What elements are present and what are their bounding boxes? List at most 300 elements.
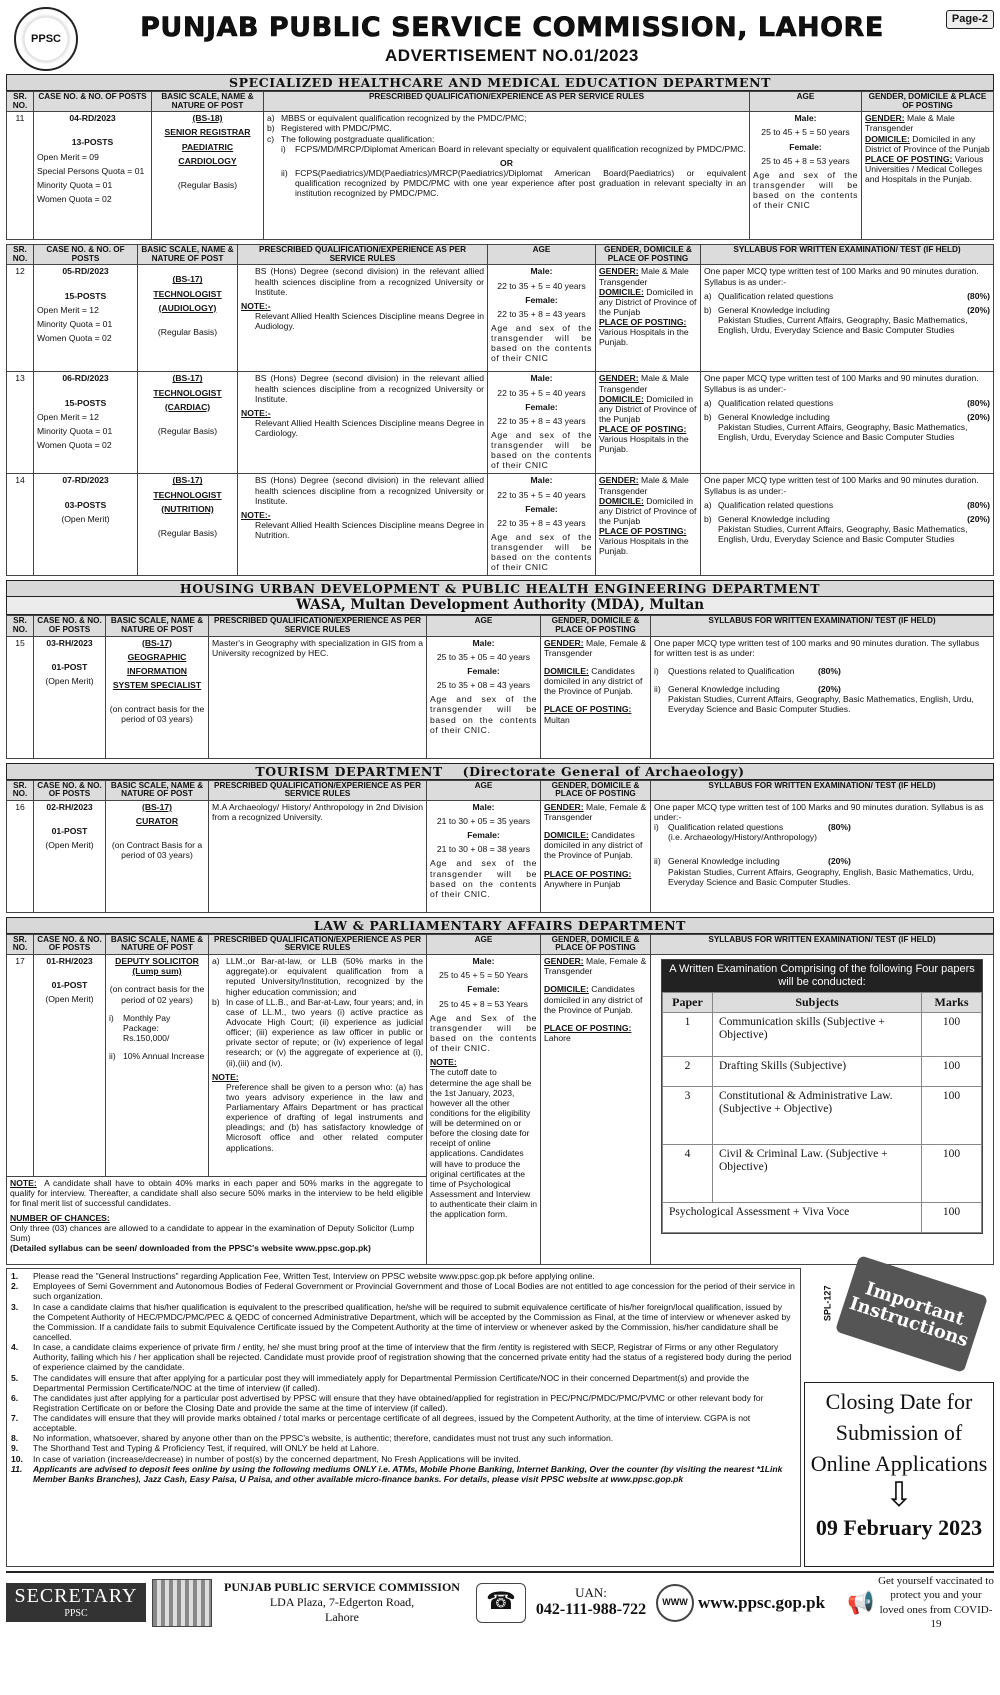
col-scale: BASIC SCALE, NAME & NATURE OF POST — [106, 616, 209, 636]
quota-line: Women Quota = 02 — [37, 333, 112, 343]
dept-tourism-banner — [6, 763, 994, 780]
note-label: NOTE:- — [241, 509, 271, 520]
post-15-table — [6, 615, 994, 758]
qual-text: BS (Hons) Degree (second division) in the relevant allied health sciences discipline from a recognized University or Institute. — [255, 373, 484, 404]
address-city: Lahore — [325, 1610, 359, 1625]
quota-line: Open Merit = 12 — [37, 411, 99, 422]
uan-block — [526, 1585, 656, 1619]
col-scale: BASIC SCALE, NAME & NATURE OF POST — [138, 245, 238, 265]
post-nature: (Regular Basis) — [177, 179, 238, 190]
female-age: 25 to 35 + 08 = 43 years — [436, 680, 531, 691]
instructions-side — [804, 1268, 994, 1567]
post-name: TECHNOLOGIST — [153, 489, 222, 500]
col-scale: BASIC SCALE, NAME & NATURE OF POST — [106, 934, 209, 954]
qual-cell — [238, 372, 488, 474]
dept-law-banner: LAW & PARLIAMENTARY AFFAIRS DEPARTMENT — [6, 917, 994, 934]
case-cell — [34, 955, 106, 1177]
note-text: Relevant Allied Health Sciences Discipline means Degree in Nutrition. — [255, 520, 484, 541]
basic-scale: (BS-17) — [172, 475, 203, 486]
instructions-section — [6, 1268, 994, 1567]
post-nature: (on Contract Basis for a period of 03 years) — [111, 840, 203, 861]
papers-table — [662, 992, 982, 1233]
post-16-table — [6, 780, 994, 913]
gender-value: Male & Male Transgender — [599, 266, 689, 287]
closing-date: 09 February 2023 — [815, 1515, 983, 1541]
qual-cell — [238, 474, 488, 576]
age-cell — [750, 112, 862, 240]
case-cell — [34, 636, 106, 758]
sr-cell: 16 — [7, 800, 34, 912]
female-label: Female: — [525, 503, 558, 514]
col-age: AGE — [488, 245, 596, 265]
col-scale: BASIC SCALE, NAME & NATURE OF POST — [152, 92, 264, 112]
quota-line: Open Merit = 09 — [37, 151, 99, 162]
qual-b: In case of LL.B., and Bar-at-Law, four years; and, in case of LL.M., two years (i) active practice as Advocate High Court; (ii) experience as judicial officer; (iii) experience as law officer in public or private sector of repute; or (iv) experience of legal research; or (v) the aggregate of experience at (i),(ii),(iii) and (iv). — [226, 996, 423, 1068]
gk-subjects: Pakistan Studies, Current Affairs, Geography, Basic Mathematics, English, Urdu, Everyday Science and Basic Computer Studies — [718, 524, 968, 545]
papers-header: Marks — [922, 993, 982, 1013]
case-no: 02-RH/2023 — [46, 801, 93, 812]
case-no: 07-RD/2023 — [62, 475, 109, 486]
post-name: (AUDIOLOGY) — [158, 302, 217, 313]
important-instructions-tag — [804, 1268, 994, 1378]
gender-value: Male & Male Transgender — [865, 113, 955, 134]
instruction-item: 9. The Shorthand Test and Typing & Proficiency Test, if required, will ONLY be held at Lahore. — [11, 1443, 380, 1454]
open-merit: (Open Merit) — [45, 994, 94, 1005]
website-link[interactable]: www.ppsc.gop.pk — [698, 1592, 826, 1612]
transgender-age-note: Age and sex of the transgender will be based on the contents of their CNIC — [753, 169, 858, 211]
papers-header: Subjects — [713, 993, 922, 1013]
syllabus-cell: One paper MCQ type written test of 100 Marks and 90 minutes duration. Syllabus is as under:- a) Qualification related questions (80%) b) General Knowledge including (20%) Pakistan Studies, Current Affairs, Geography, Basic Mathematics, English, Urdu, Everyday Science and Basic Computer Studies — [701, 474, 994, 576]
qual-a: LLM.,or Bar-at-law, or LLB (50% marks in the aggregate).or equivalent qualification from a reputed University/Institution, recognized by the higher education commission; and — [226, 956, 423, 997]
male-age: 22 to 35 + 5 = 40 years — [497, 387, 586, 398]
age-cell — [488, 372, 596, 474]
qual-cell: a) LLM.,or Bar-at-law, or LLB (50% marks in the aggregate).or equivalent qualification from a reputed University/Institution, recognized by the higher education commission; and b) In case of LL.B., and Bar-at-Law, four years; and, in case of LL.M., two years (i) active practice as Advocate High Court; (ii) experience as judicial officer; (iii) experience as law officer in public or private sector of repute; or (iv) experience of legal research; or (v) the aggregate of experience at (i),(ii),(iii) and (iv). NOTE: Preference shall be given to a person who: (a) has two years advisory experience in the law and Parliamentary Affairs Department or has practical experience of drafting of legal instruments and pleadings; and (b) has satisfactory knowledge of Microsoft office and other related computer applications. — [209, 955, 427, 1177]
gender-value: Male, Female & Transgender — [544, 801, 647, 823]
posts-count: 01-POST — [51, 661, 88, 672]
instruction-item: 11. Applicants are advised to deposit fees online by using the following mediums ONLY i.e. ATMs, Mobile Phone Banking, Internet Banking, Over the counter (by visiting the nearest *1Link Member Banks Branches), Jazz Cash, Easy Paisa, U Paisa, and other available micro-finance banks. For details, please visit PPSC website at www.ppsc.gop.pk — [11, 1463, 783, 1484]
age-cutoff-note: The cutoff date to determine the age shall be the 1st January, 2023, however all the other conditions for the eligibility will be determined on or before the closing date for receipt of online applications. Candidates will have to produce the original certificates at the time of Psychological Assessment and Interview to authenticate their claim in the application form. — [430, 1067, 538, 1220]
post-name: SYSTEM SPECIALIST — [112, 680, 202, 691]
uan-number: 042-111-988-722 — [535, 1600, 647, 1618]
note-label: NOTE: — [10, 1178, 37, 1189]
gender-cell — [596, 372, 701, 474]
gender-label: GENDER: — [544, 801, 584, 812]
instruction-item: 4. In case, a candidate claims experience of private firm / entity, he/ she must bring proof at the time of interview that the firm /entity is registered with SECP, Registrar of Firms or any other Regulatory Authority, failing which his / her application shall be rejected. Candidate must provide proof of registration showing that the concerned private entity had the status of a registered body during the period of experience claimed by the candidate. — [11, 1342, 792, 1373]
quota-line: Minority Quota = 01 — [37, 425, 113, 436]
female-label: Female: — [467, 830, 500, 841]
sr-cell: 11 — [7, 112, 34, 240]
syllabus-item: Qualification related questions — [718, 397, 834, 408]
instruction-item: 5. The candidates will ensure that after applying for a particular post they will immediately apply for Departmental Permission Certificate/NOC in their concerned Department(s) and provide the Departmental Permission Certificate/NOC at the time of interview (if called). — [11, 1372, 750, 1393]
commission-title: PUNJAB PUBLIC SERVICE COMMISSION, LAHORE — [140, 12, 884, 44]
org-name: PUNJAB PUBLIC SERVICE COMMISSION — [224, 1580, 460, 1595]
instruction-item: 2. Employees of Semi Government and Autonomous Bodies of Federal Government or Provincial Government and those of Local Bodies are not entitled to age concession for the period of their service in such organization. — [11, 1281, 795, 1302]
syllabus-item-detail: (i.e. Archaeology/History/Anthropology) — [668, 832, 818, 843]
paper-row — [663, 1202, 982, 1232]
sr-cell: 13 — [7, 372, 34, 474]
col-syllabus: SYLLABUS FOR WRITTEN EXAMINATION/ TEST (IF HELD) — [651, 616, 994, 636]
note-label: NOTE:- — [241, 407, 271, 418]
posting-value: Anywhere in Punjab — [544, 878, 621, 889]
post-nature: (Regular Basis) — [157, 326, 218, 337]
gender-value: Male & Male Transgender — [599, 373, 689, 394]
posting-value: Multan — [544, 714, 570, 725]
logo-text: PPSC — [31, 32, 61, 45]
male-label: Male: — [530, 475, 553, 486]
page-header — [6, 4, 994, 74]
gender-cell — [541, 800, 651, 912]
syllabus-weight: (20%) — [828, 856, 851, 867]
gender-label: GENDER: — [544, 637, 584, 648]
case-no: 05-RD/2023 — [62, 266, 109, 277]
posts-count: 01-POST — [51, 826, 88, 837]
gk-subjects: Pakistan Studies, Current Affairs, Geography, Basic Mathematics, English, Urdu, Everyday Science and Basic Computer Studies. — [668, 694, 974, 715]
tag-label: Important Instructions — [835, 1255, 988, 1373]
posts-12-14-table — [6, 244, 994, 576]
domicile-value: Candidates domiciled in any district of the Province of Punjab. — [544, 830, 643, 861]
domicile-label: DOMICILE: — [544, 830, 589, 841]
male-age: 22 to 35 + 5 = 40 years — [497, 489, 586, 500]
post-name: (Lump sum) — [132, 966, 182, 977]
male-age: 25 to 45 + 5 = 50 Years — [439, 970, 528, 981]
syllabus-weight: (80%) — [967, 397, 990, 408]
age-cell — [427, 800, 541, 912]
domicile-label: DOMICILE: — [544, 665, 589, 676]
post-11-table — [6, 91, 994, 240]
post-name: TECHNOLOGIST — [153, 387, 222, 398]
transgender-age-note: Age and sex of the transgender will be based on the contents of their CNIC — [491, 323, 592, 364]
scale-cell — [138, 372, 238, 474]
dept-tourism-subtitle: (Directorate General of Archaeology) — [462, 763, 745, 779]
paper-marks: 100 — [922, 1086, 982, 1144]
note-text: Relevant Allied Health Sciences Discipline means Degree in Cardiology. — [255, 418, 484, 439]
female-age: 21 to 30 + 08 = 38 years — [436, 844, 531, 855]
female-label: Female: — [525, 401, 558, 412]
instruction-item: 8. No information, whatsoever, shared by anyone other than on the PPSC's website, is authentic; therefore, candidates must not trust any such information. — [11, 1433, 614, 1444]
female-age: 22 to 35 + 8 = 43 years — [497, 308, 586, 319]
qual-cell — [238, 265, 488, 372]
transgender-age-note: Age and sex of the transgender will be based on the contents of their CNIC. — [430, 694, 537, 735]
gender-label: GENDER: — [865, 113, 905, 124]
paper-marks: 100 — [922, 1056, 982, 1086]
paper-subject: Civil & Criminal Law. (Subjective + Objective) — [713, 1144, 922, 1202]
secretary-org: PPSC — [64, 1608, 88, 1620]
male-label: Male: — [472, 956, 495, 967]
quota-line: Open Merit = 12 — [37, 304, 99, 315]
syllabus-item: Qualification related questions — [718, 499, 834, 510]
syllabus-intro: One paper MCQ type written test of 100 Marks and 90 minutes duration. Syllabus is as under:- — [704, 373, 979, 394]
gk-subjects: Pakistan Studies, Current Affairs, Geography, Basic Mathematics, English, Urdu, Everyday Science and Basic Computer Studies — [718, 315, 968, 336]
syllabus-weight: (20%) — [967, 513, 990, 524]
instruction-item: 3. In case a candidate claims that his/her qualification is equivalent to the prescribed qualification, he/she will be required to submit equivalence certificate of his/her foreign/local qualification, issued by the Competent Authority of HEC/PMDC/PMC/PEC & QEDC of concerned Administrative Department, which will be accepted by the Commission as Final, at the time of interview or whenever asked by the Commission. If a candidate fails to submit Equivalence Certificate issued by the Competent Authority at the time of interview or whenever asked by the Commission, his/her candidature shall be cancelled. — [11, 1301, 791, 1342]
marks-note: A candidate shall have to obtain 40% marks in each paper and 50% marks in the aggregate to qualify for interview. Thereafter, a candidate shall also secure 50% marks in the interview to be held eligible for final merit list of successful candidates. — [10, 1178, 423, 1209]
male-age: 22 to 35 + 5 = 40 years — [497, 280, 586, 291]
instruction-item: 1. Please read the "General Instructions" regarding Application Fee, Written Test, Interview on PPSC website www.ppsc.gop.pk before applying online. — [11, 1271, 595, 1282]
case-no: 04-RD/2023 — [69, 113, 116, 124]
post-13-row — [7, 372, 994, 474]
sr-cell: 12 — [7, 265, 34, 372]
syllabus-item: General Knowledge including — [718, 513, 830, 524]
qual-text: BS (Hons) Degree (second division) in the relevant allied health sciences discipline from a recognized University or Institute. — [255, 266, 484, 297]
col-age: AGE — [427, 934, 541, 954]
female-label: Female: — [467, 665, 500, 676]
col-sr: SR. NO. — [7, 934, 34, 954]
qual-ii: FCPS(Paediatrics)/MD(Paediatrics)/MRCP(Paediatrics)/Diplomat American Board(Paediatrics) or equivalent qualification recognized by PMDC/PMC with one year experience after post graduation in relevant specialty in an institution recognized by PMDC/PMC. — [295, 167, 746, 199]
note-label: NOTE: — [212, 1071, 239, 1082]
transgender-age-note: Age and sex of the transgender will be based on the contents of their CNIC — [491, 430, 592, 471]
post-12-row — [7, 265, 994, 372]
paper-subject: Psychological Assessment + Viva Voce — [663, 1202, 922, 1232]
basic-scale: (BS-17) — [141, 637, 173, 648]
female-age: 22 to 35 + 8 = 43 years — [497, 517, 586, 528]
case-no: 03-RH/2023 — [46, 637, 93, 648]
transgender-age-note: Age and sex of the transgender will be based on the contents of their CNIC — [491, 532, 592, 573]
closing-date-label: Closing Date for Submission of Online Applications — [810, 1389, 988, 1476]
syllabus-intro: One paper MCQ type written test of 100 marks and 90 minutes duration. The syllabus for written test is as under: — [654, 637, 980, 658]
syllabus-weight: (80%) — [967, 290, 990, 301]
basic-scale: (BS-17) — [141, 801, 173, 812]
building-icon — [152, 1579, 212, 1627]
qual-cell: a) MBBS or equivalent qualification recognized by the PMDC/PMC; b) Registered with PMDC/PMC. c) The following postgraduate qualification: i) FCPS/MD/MRCP/Diplomat American Board in relevant specialty or equivalent qualification recognized by PMDC/PMC. OR ii) FCPS(Paediatrics)/MD(Paediatrics)/MRCP(Paediatrics)/Diplomat American Board(Paediatrics) or equivalent qualification recognized by PMDC/PMC with one year experience after post graduation in relevant specialty in an institution recognized by PMDC/PMC. — [264, 112, 750, 240]
detailed-syllabus-note: (Detailed syllabus can be seen/ downloaded from the PPSC's website www.ppsc.gop.pk) — [10, 1242, 371, 1253]
female-age: 25 to 45 + 8 = 53 years — [761, 155, 850, 166]
syllabus-weight: (80%) — [818, 665, 841, 676]
basic-scale: (BS-17) — [172, 274, 203, 285]
paper-subject: Drafting Skills (Subjective) — [713, 1056, 922, 1086]
quota-line: Special Persons Quota = 01 — [37, 165, 145, 176]
open-merit: (Open Merit) — [45, 840, 94, 851]
gender-cell — [541, 636, 651, 758]
paper-no: 4 — [663, 1144, 713, 1202]
posting-value: Various Hospitals in the Punjab. — [599, 536, 689, 557]
note-text: Preference shall be given to a person who: (a) has two years advisory experience in the law and Parliamentary Affairs Department or has practical experience of drafting of legal instruments and pleadings; and (b) has satisfactory knowledge of Microsoft office and other related computer applications. — [226, 1081, 423, 1153]
gk-subjects: Pakistan Studies, Current Affairs, Geography, Basic Mathematics, English, Urdu, Everyday Science and Basic Computer Studies — [718, 422, 968, 443]
syllabus-weight: (80%) — [828, 822, 851, 833]
age-cell — [427, 955, 541, 1265]
secretary-label: SECRETARY — [14, 1584, 138, 1607]
posting-label: PLACE OF POSTING: — [544, 704, 632, 715]
dept-housing-banner: HOUSING URBAN DEVELOPMENT & PUBLIC HEALTH ENGINEERING DEPARTMENT — [6, 580, 994, 597]
col-case: CASE NO. & NO. OF POSTS — [34, 934, 106, 954]
domicile-label: DOMICILE: — [599, 495, 644, 506]
posting-value: Various Hospitals in the Punjab. — [599, 327, 689, 348]
syllabus-weight: (20%) — [967, 304, 990, 315]
domicile-value: Domiciled in any District of Province of the Punjab — [865, 133, 990, 154]
gender-label: GENDER: — [599, 475, 639, 486]
scale-cell — [106, 636, 209, 758]
age-cell — [427, 636, 541, 758]
open-merit: (Open Merit) — [61, 513, 110, 524]
phone-icon: ☎ — [476, 1583, 526, 1623]
quota-line: Minority Quota = 01 — [37, 179, 113, 190]
post-name: SENIOR REGISTRAR — [164, 127, 251, 138]
domicile-label: DOMICILE: — [544, 984, 589, 995]
posts-count: 15-POSTS — [64, 290, 107, 301]
syllabus-item: General Knowledge including — [668, 856, 780, 867]
col-case: CASE NO. & NO. OF POSTS — [34, 616, 106, 636]
domicile-label: DOMICILE: — [865, 133, 910, 144]
syllabus-item: Questions related to Qualification — [668, 665, 795, 676]
qual-c: The following postgraduate qualification: — [281, 133, 435, 144]
case-cell — [34, 112, 152, 240]
female-age: 25 to 45 + 8 = 53 Years — [439, 998, 528, 1009]
post-nature: (on contract basis for the period of 02 years) — [109, 984, 205, 1005]
col-qual: PRESCRIBED QUALIFICATION/EXPERIENCE AS PER SERVICE RULES — [209, 616, 427, 636]
megaphone-icon: 📢 — [847, 1589, 875, 1615]
col-sr: SR. NO. — [7, 616, 34, 636]
posts-count: 15-POSTS — [64, 397, 107, 408]
scale-cell — [138, 265, 238, 372]
col-case: CASE NO. & NO. OF POSTS — [34, 780, 106, 800]
syllabus-weight: (20%) — [967, 411, 990, 422]
posting-value: Lahore — [544, 1032, 571, 1043]
posts-count: 13-POSTS — [71, 137, 114, 148]
scale-cell: DEPUTY SOLICITOR (Lump sum) (on contract basis for the period of 02 years) i) Monthly Pay Package: Rs.150,000/ ii) 10% Annual Increase — [106, 955, 209, 1177]
paper-marks: 100 — [922, 1144, 982, 1202]
post-name: CARDIOLOGY — [178, 155, 237, 166]
col-gender: GENDER, DOMICILE & PLACE OF POSTING — [541, 934, 651, 954]
col-sr: SR. NO. — [7, 92, 34, 112]
syllabus-cell: One paper MCQ type written test of 100 Marks and 90 minutes duration. Syllabus is as under:- i) Qualification related questions (80%) (i.e. Archaeology/History/Anthropology) ii) General Knowledge including (20%) Pakistan Studies, Current Affairs, Geography, English, Basic Mathematics, Urdu, Everyday Science and Basic Computer Studies. — [651, 800, 994, 912]
syllabus-item: General Knowledge including — [668, 684, 780, 695]
col-gender: GENDER, DOMICILE & PLACE OF POSTING — [862, 92, 994, 112]
gender-cell — [862, 112, 994, 240]
advertisement-number: ADVERTISEMENT NO.01/2023 — [385, 45, 639, 65]
posting-label: PLACE OF POSTING: — [599, 317, 687, 328]
pay-package: Monthly Pay Package: Rs.150,000/ — [123, 1012, 171, 1043]
sr-cell: 15 — [7, 636, 34, 758]
gender-value: Male, Female & Transgender — [544, 637, 647, 658]
domicile-value: Domiciled in any District of Province of the Punjab — [599, 393, 697, 424]
col-qual: PRESCRIBED QUALIFICATION/EXPERIENCE AS PER SERVICE RULES — [209, 934, 427, 954]
post-nature: (Regular Basis) — [157, 425, 218, 436]
domicile-value: Candidates domiciled in any district of the Province of Punjab. — [544, 984, 643, 1015]
paper-row — [663, 1144, 982, 1202]
posting-value: Various Universities / Medical Colleges and Hospitals in the Punjab. — [865, 153, 984, 185]
paper-no: 1 — [663, 1012, 713, 1056]
domicile-value: Candidates domiciled in any district of the Province of Punjab. — [544, 665, 643, 697]
page-tag: Page-2 — [946, 10, 994, 29]
scale-cell — [106, 800, 209, 912]
post-name: CURATOR — [135, 816, 179, 827]
syllabus-cell: One paper MCQ type written test of 100 Marks and 90 minutes duration. Syllabus is as under:- a) Qualification related questions (80%) b) General Knowledge including (20%) Pakistan Studies, Current Affairs, Geography, Basic Mathematics, English, Urdu, Everyday Science and Basic Computer Studies — [701, 372, 994, 474]
paper-row — [663, 1012, 982, 1056]
syllabus-cell — [651, 955, 994, 1265]
posts-count: 03-POSTS — [64, 499, 107, 510]
instruction-item: 6. The candidates just after applying for a particular post advertised by PPSC will ensure that they have obtained/applied for registration in PEC/PNC/PMDC/PMC/PVMC or other relevant body for Registration Certificate on or before the Closing Date and provide the same at the time of interview (if called). — [11, 1392, 764, 1413]
case-no: 01-RH/2023 — [46, 956, 93, 967]
col-age: AGE — [427, 780, 541, 800]
posting-label: PLACE OF POSTING: — [544, 868, 632, 879]
syllabus-weight: (80%) — [967, 499, 990, 510]
dept-housing-subtitle: WASA, Multan Development Authority (MDA), Multan — [6, 597, 994, 615]
uan-label: UAN: — [575, 1585, 607, 1601]
domicile-label: DOMICILE: — [599, 286, 644, 297]
syllabus-intro: One paper MCQ type written test of 100 Marks and 90 minutes duration. Syllabus is as under:- — [704, 266, 979, 287]
male-age: 21 to 30 + 05 = 35 years — [436, 816, 531, 827]
gender-cell — [541, 955, 651, 1265]
post-name: TECHNOLOGIST — [153, 288, 222, 299]
post-17-notes — [7, 1177, 427, 1265]
transgender-age-note: Age and Sex of the transgender will be based on the contents of their CNIC. — [430, 1012, 537, 1054]
header-titles — [78, 12, 946, 66]
papers-box — [661, 959, 983, 1234]
sr-cell: 14 — [7, 474, 34, 576]
instruction-item: 10. In case of variation (increase/decrease) in number of post(s) by the concerned department, No Fresh Applications will be invited. — [11, 1453, 521, 1464]
secretary-block — [6, 1583, 146, 1622]
female-label: Female: — [525, 294, 558, 305]
chances-text: Only three (03) chances are allowed to a candidate to appear in the examination of Deputy Solicitor (Lump Sum) — [10, 1222, 415, 1243]
gk-subjects: Pakistan Studies, Current Affairs, Geography, English, Basic Mathematics, Urdu, Everyday Science and Basic Computer Studies. — [668, 866, 974, 887]
transgender-age-note: Age and sex of the transgender will be based on the contents of their CNIC. — [430, 858, 537, 899]
post-14-row — [7, 474, 994, 576]
paper-marks: 100 — [922, 1202, 982, 1232]
page-footer — [6, 1571, 994, 1629]
down-arrow-icon: ⇩ — [884, 1477, 914, 1515]
domicile-value: Domiciled in any District of Province of the Punjab — [599, 495, 697, 526]
male-age: 25 to 45 + 5 = 50 years — [761, 127, 850, 138]
col-age: AGE — [750, 92, 862, 112]
case-cell — [34, 800, 106, 912]
syllabus-weight: (20%) — [818, 684, 841, 695]
female-label: Female: — [467, 984, 500, 995]
male-age: 25 to 35 + 05 = 40 years — [436, 651, 531, 662]
gender-value: Male, Female & Transgender — [544, 956, 647, 977]
gender-label: GENDER: — [544, 956, 584, 967]
case-cell — [34, 474, 138, 576]
qual-text: BS (Hons) Degree (second division) in the relevant allied health sciences discipline from a recognized University or Institute. — [255, 475, 484, 506]
syllabus-intro: One paper MCQ type written test of 100 Marks and 90 minutes duration. Syllabus is as under:- — [704, 475, 979, 496]
col-syllabus: SYLLABUS FOR WRITTEN EXAMINATION/ TEST (IF HELD) — [701, 245, 994, 265]
post-nature: (on contract basis for the period of 03 years) — [109, 704, 205, 725]
qual-cell: M.A Archaeology/ History/ Anthropology in 2nd Division from a recognized University. — [209, 800, 427, 912]
quota-line: Women Quota = 02 — [37, 193, 112, 204]
paper-row — [663, 1056, 982, 1086]
col-age: AGE — [427, 616, 541, 636]
qual-b: Registered with PMDC/PMC. — [281, 123, 392, 134]
dept-tourism-title: TOURISM DEPARTMENT — [255, 763, 443, 779]
paper-subject: Constitutional & Administrative Law. (Subjective + Objective) — [713, 1086, 922, 1144]
posting-label: PLACE OF POSTING: — [865, 153, 953, 164]
quota-line: Women Quota = 02 — [37, 440, 112, 450]
address-line: LDA Plaza, 7-Edgerton Road, — [269, 1595, 415, 1610]
gender-value: Male & Male Transgender — [599, 475, 689, 496]
domicile-value: Domiciled in any District of Province of the Punjab — [599, 286, 697, 317]
male-label: Male: — [530, 266, 553, 277]
syllabus-item: General Knowledge including — [718, 304, 830, 315]
note-text: Relevant Allied Health Sciences Discipline means Degree in Audiology. — [255, 311, 484, 332]
post-nature: (Regular Basis) — [157, 527, 218, 538]
gender-label: GENDER: — [599, 266, 639, 277]
post-name: GEOGRAPHIC — [127, 651, 187, 662]
female-age: 22 to 35 + 8 = 43 years — [497, 415, 586, 426]
instruction-item: 7. The candidates will ensure that they will provide marks obtained / total marks or percentage certificate of all degrees, issued by the Competent Authority, at the time of interview. CGPA is not acceptable. — [11, 1413, 751, 1434]
paper-row — [663, 1086, 982, 1144]
col-qual: PRESCRIBED QUALIFICATION/EXPERIENCE AS PER SERVICE RULES — [209, 780, 427, 800]
gender-label: GENDER: — [599, 373, 639, 384]
gender-cell — [596, 474, 701, 576]
vaccination-message: Get yourself vaccinated to protect you and your loved ones from COVID-19 — [878, 1575, 994, 1630]
col-case: CASE NO. & NO. OF POSTS — [34, 92, 152, 112]
post-name: INFORMATION — [127, 665, 187, 676]
domicile-label: DOMICILE: — [599, 393, 644, 404]
col-gender: GENDER, DOMICILE & PLACE OF POSTING — [596, 245, 701, 265]
male-label: Male: — [472, 637, 495, 648]
post-name: PAEDIATRIC — [181, 141, 234, 152]
case-cell — [34, 265, 138, 372]
syllabus-intro: One paper MCQ type written test of 100 Marks and 90 minutes duration. Syllabus is as under:- — [654, 801, 984, 823]
age-note-label: NOTE: — [430, 1057, 457, 1068]
